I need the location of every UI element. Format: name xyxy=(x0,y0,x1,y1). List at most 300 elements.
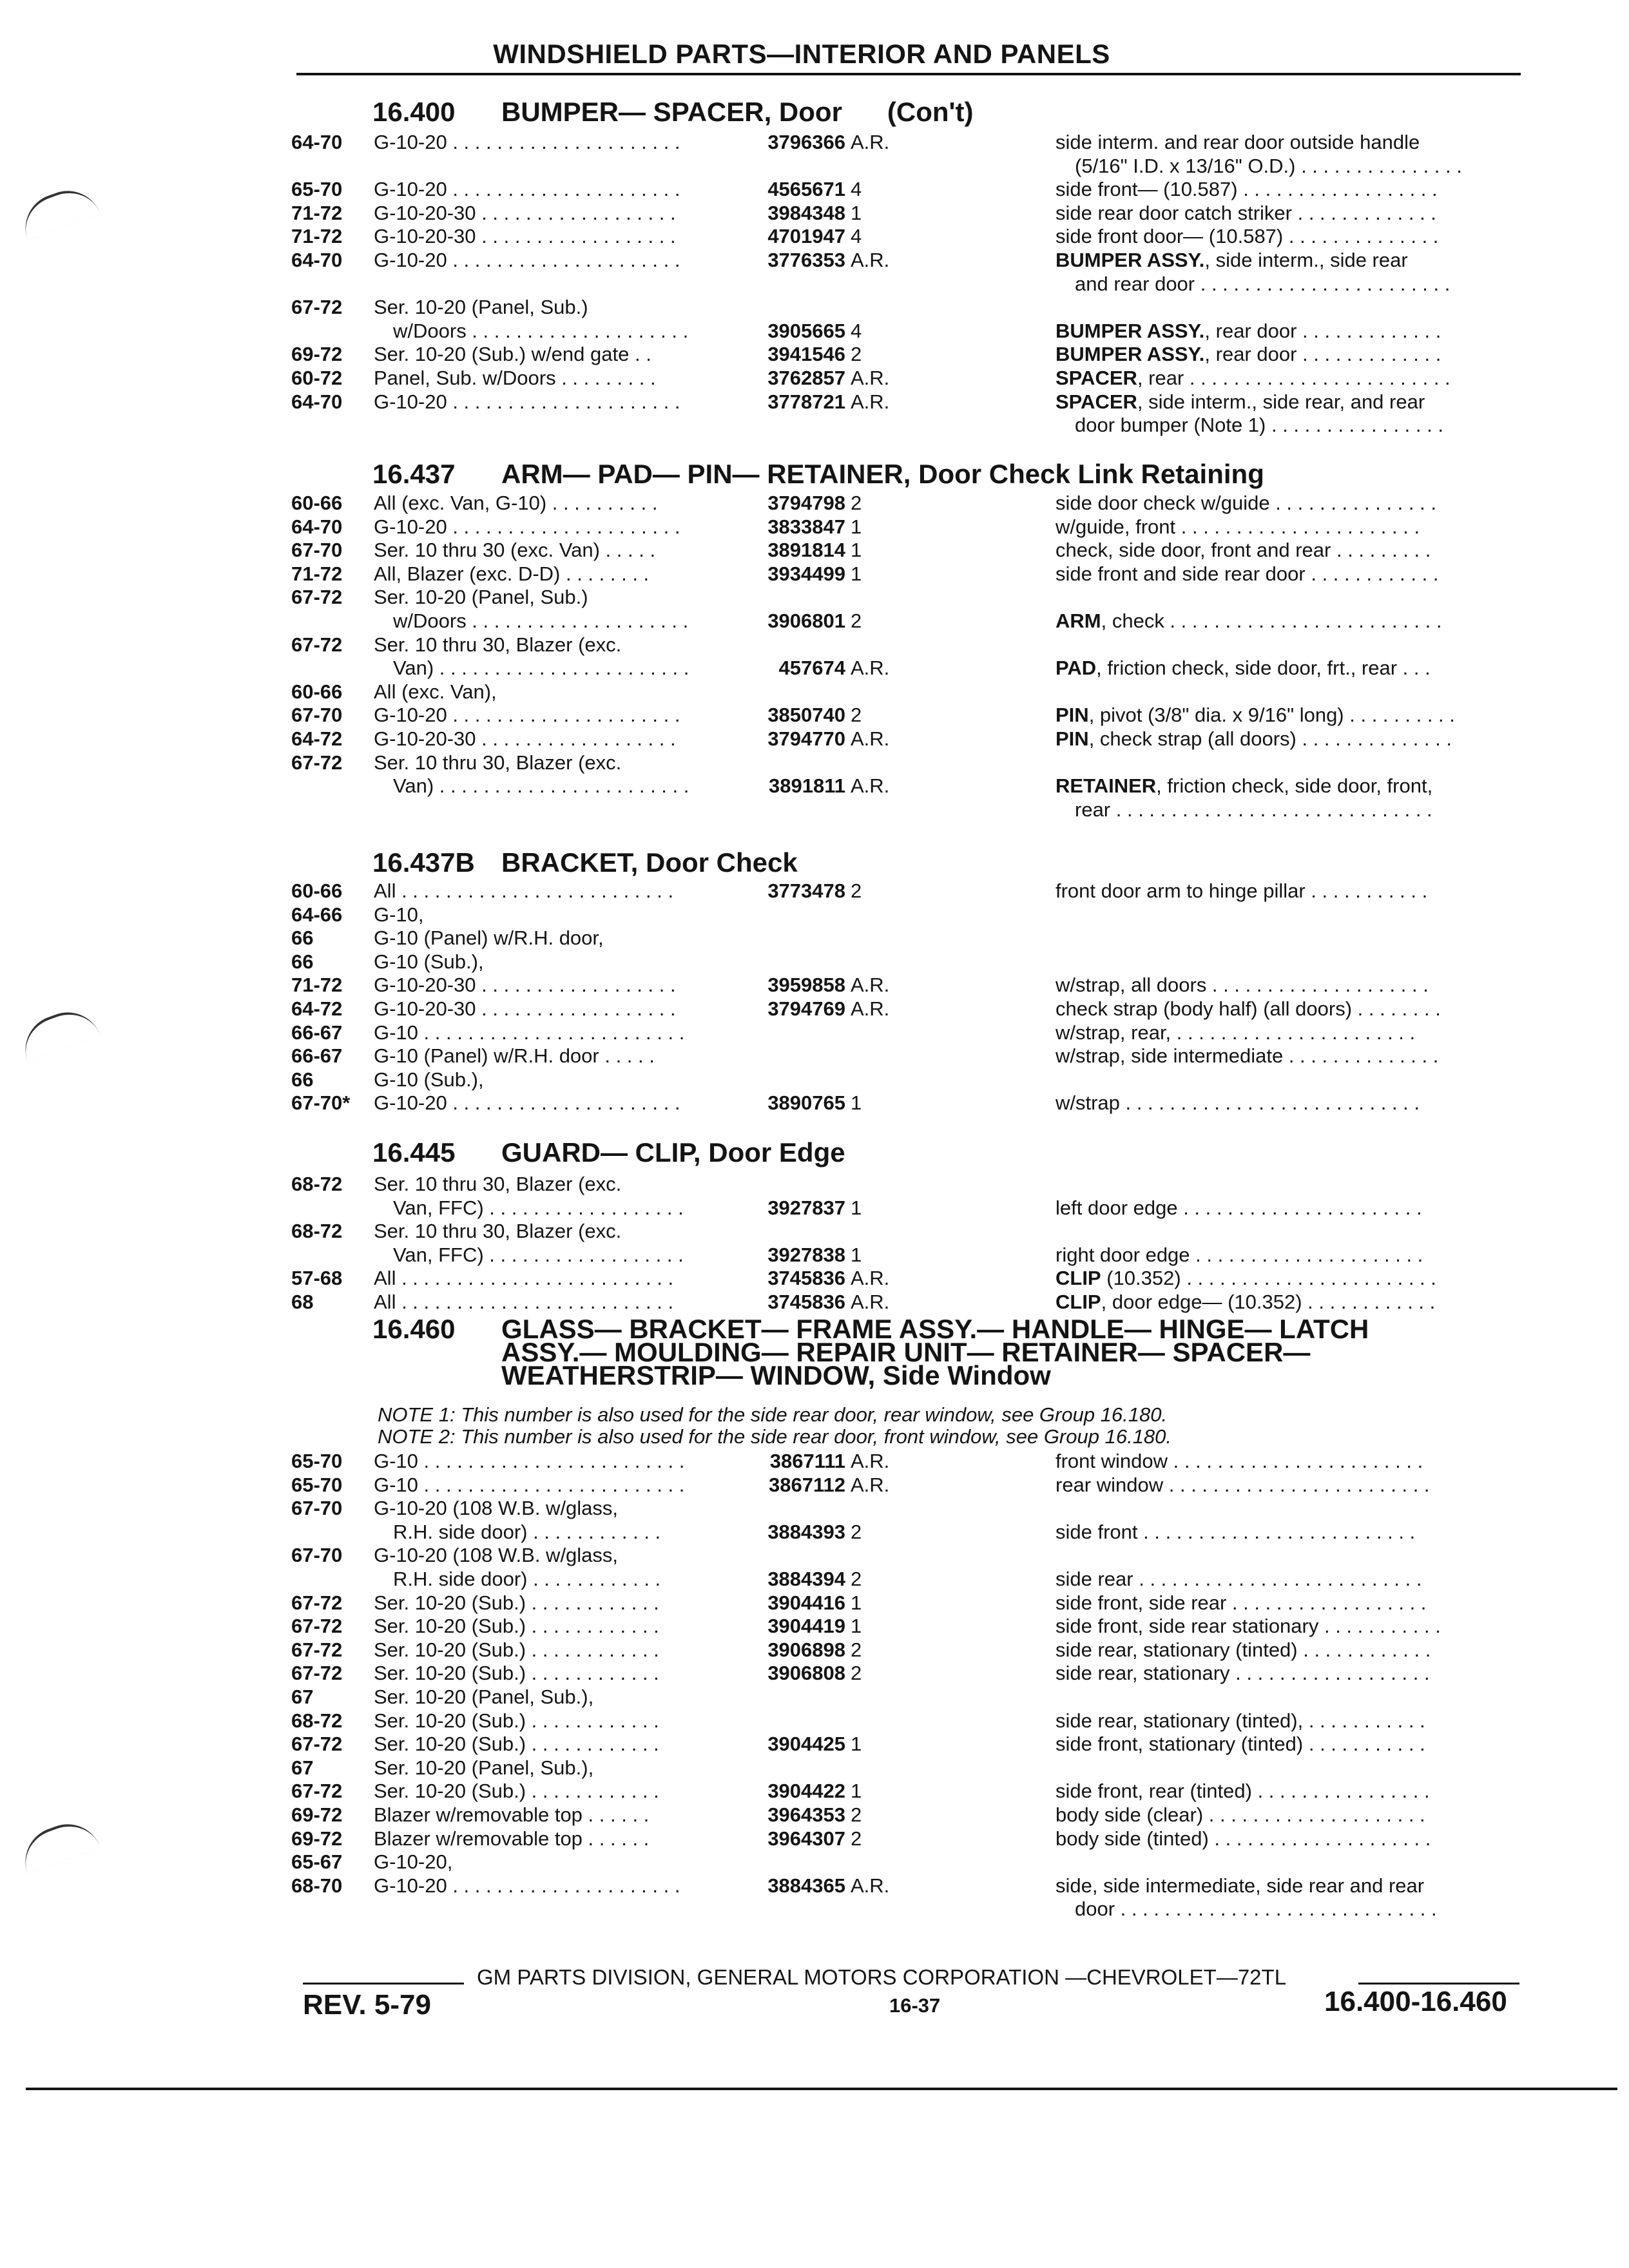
quantity: 1 xyxy=(851,202,862,224)
description-text: side door check w/guide . . . . . . . . . . . . . . . xyxy=(1055,492,1436,514)
model-application: G-10 (Panel) w/R.H. door . . . . . xyxy=(374,1044,655,1067)
table-row xyxy=(0,1827,1629,1853)
quantity: A.R. xyxy=(851,249,890,271)
table-row xyxy=(0,1267,1629,1293)
header-divider xyxy=(296,73,1521,75)
table-row xyxy=(0,343,1629,369)
table-row xyxy=(0,1686,1629,1711)
section-range: 16.400-16.460 xyxy=(1324,1986,1507,2017)
description-text: (5/16" I.D. x 13/16" O.D.) . . . . . . . . . . . . . . . xyxy=(1075,155,1462,177)
model-years: 67-72 xyxy=(291,751,343,774)
table-row xyxy=(0,586,1629,611)
model-years: 69-72 xyxy=(291,343,343,365)
model-years: 67 xyxy=(291,1686,314,1708)
description-text: side rear, stationary (tinted) . . . . . . . . . . . . xyxy=(1055,1639,1431,1661)
model-application: Ser. 10 thru 30, Blazer (exc. xyxy=(374,633,622,656)
part-description xyxy=(1055,202,1526,225)
part-number: 3927837 xyxy=(767,1196,845,1219)
model-years: 60-72 xyxy=(291,367,343,389)
model-years: 64-72 xyxy=(291,997,343,1020)
model-application: w/Doors . . . . . . . . . . . . . . . . . . . . xyxy=(393,320,689,342)
part-description xyxy=(1055,492,1526,515)
description-text: , pivot (3/8" dia. x 9/16" long) . . . . . . . . . . xyxy=(1088,704,1455,726)
description-text: door . . . . . . . . . . . . . . . . . . . . . . . . . . . . . xyxy=(1075,1898,1437,1920)
model-application: G-10, xyxy=(374,903,424,926)
part-number: 3904416 xyxy=(767,1591,845,1614)
table-row xyxy=(0,903,1629,929)
description-text: check strap (body half) (all doors) . . . . . . . . xyxy=(1055,997,1441,1020)
description-text: front door arm to hinge pillar . . . . . . . . . . . xyxy=(1055,879,1428,902)
section-heading: BRACKET, Door Check xyxy=(501,847,798,878)
part-description xyxy=(1075,1898,1526,1921)
model-application: G-10 . . . . . . . . . . . . . . . . . . . . . . . . xyxy=(374,1450,685,1472)
description-text: , friction check, side door, frt., rear . . . xyxy=(1096,657,1431,679)
quantity: 2 xyxy=(851,1827,862,1850)
quantity: 1 xyxy=(851,1244,862,1266)
part-name: PIN xyxy=(1055,704,1089,726)
description-text: side interm. and rear door outside handle xyxy=(1055,131,1420,153)
quantity: 1 xyxy=(851,539,862,561)
table-row xyxy=(0,367,1629,392)
section-heading: GUARD— CLIP, Door Edge xyxy=(501,1137,845,1168)
table-row xyxy=(0,1474,1629,1499)
quantity: 1 xyxy=(851,1091,862,1114)
quantity: 4 xyxy=(851,320,862,342)
part-description xyxy=(1055,997,1526,1021)
part-description xyxy=(1055,320,1526,343)
model-application: G-10-20 . . . . . . . . . . . . . . . . . . . . . xyxy=(374,515,680,538)
section-heading: ARM— PAD— PIN— RETAINER, Door Check Link Retaining xyxy=(501,459,1264,489)
part-number: 3762857 xyxy=(767,367,845,389)
section-heading-line: ASSY.— MOULDING— REPAIR UNIT— RETAINER— SPACER— xyxy=(501,1337,1311,1367)
table-row xyxy=(0,798,1629,824)
section-number: 16.460 xyxy=(372,1314,456,1344)
model-application: G-10-20 . . . . . . . . . . . . . . . . . . . . . xyxy=(374,390,680,413)
model-application: Ser. 10-20 (Panel, Sub.) xyxy=(374,296,588,318)
description-text: body side (tinted) . . . . . . . . . . . . . . . . . . . . xyxy=(1055,1827,1431,1850)
model-years: 67-72 xyxy=(291,586,343,608)
part-number: 3833847 xyxy=(767,515,845,538)
model-years: 71-72 xyxy=(291,202,343,224)
model-application: R.H. side door) . . . . . . . . . . . . xyxy=(393,1568,661,1590)
model-application: G-10-20 . . . . . . . . . . . . . . . . . . . . . xyxy=(374,249,680,271)
table-row xyxy=(0,1173,1629,1198)
model-application: Ser. 10-20 (Sub.) . . . . . . . . . . . . xyxy=(374,1780,659,1802)
model-years: 65-67 xyxy=(291,1850,343,1873)
part-description xyxy=(1055,225,1526,248)
description-text: side rear, stationary (tinted), . . . . . . . . . . . xyxy=(1055,1709,1425,1732)
section-title xyxy=(372,459,1264,490)
model-years: 67-72 xyxy=(291,633,343,656)
quantity: 2 xyxy=(851,1803,862,1826)
model-application: Ser. 10 thru 30, Blazer (exc. xyxy=(374,751,622,774)
description-text: and rear door . . . . . . . . . . . . . . . . . . . . . . . xyxy=(1075,273,1451,295)
table-row xyxy=(0,1850,1629,1876)
model-years: 67-70 xyxy=(291,1497,343,1519)
part-description xyxy=(1075,273,1526,296)
model-application: Ser. 10 thru 30 (exc. Van) . . . . . xyxy=(374,539,656,561)
section-title xyxy=(372,1137,845,1168)
model-years: 67-72 xyxy=(291,1615,343,1637)
table-row xyxy=(0,1709,1629,1735)
footer-rule-left xyxy=(303,1983,464,1984)
table-row xyxy=(0,296,1629,322)
part-number: 3959858 xyxy=(767,974,845,996)
part-number: 3964307 xyxy=(767,1827,845,1850)
model-application: G-10-20-30 . . . . . . . . . . . . . . . . . . xyxy=(374,225,676,247)
part-description xyxy=(1055,610,1526,633)
part-description xyxy=(1055,1474,1526,1497)
section-number: 16.437 xyxy=(372,459,456,489)
footer-rule-right xyxy=(1358,1983,1519,1984)
quantity: 1 xyxy=(851,1780,862,1802)
quantity: 2 xyxy=(851,879,862,902)
model-years: 67 xyxy=(291,1756,314,1779)
model-application: G-10-20 . . . . . . . . . . . . . . . . . . . . . xyxy=(374,704,680,726)
part-number: 3906801 xyxy=(767,610,845,632)
table-row xyxy=(0,1568,1629,1593)
quantity: A.R. xyxy=(851,1874,890,1897)
table-row xyxy=(0,202,1629,227)
part-description xyxy=(1055,1591,1526,1615)
table-row xyxy=(0,633,1629,659)
part-name: PIN xyxy=(1055,727,1089,750)
model-years: 71-72 xyxy=(291,974,343,996)
model-application: w/Doors . . . . . . . . . . . . . . . . . . . . xyxy=(393,610,689,632)
quantity: A.R. xyxy=(851,974,890,996)
revision-label: REV. 5-79 xyxy=(303,1989,431,2021)
model-application: G-10 . . . . . . . . . . . . . . . . . . . . . . . . xyxy=(374,1021,685,1044)
section-title xyxy=(372,847,798,878)
table-row xyxy=(0,610,1629,635)
description-text: , check . . . . . . . . . . . . . . . . . . . . . . . . . xyxy=(1101,610,1442,632)
table-row xyxy=(0,320,1629,345)
model-application: Ser. 10-20 (Sub.) . . . . . . . . . . . . xyxy=(374,1639,659,1661)
quantity: 4 xyxy=(851,178,862,200)
part-description xyxy=(1055,974,1526,997)
part-number: 3884394 xyxy=(767,1568,845,1590)
part-description xyxy=(1055,515,1526,539)
quantity: 1 xyxy=(851,1591,862,1614)
quantity: 2 xyxy=(851,492,862,514)
model-application: G-10-20 . . . . . . . . . . . . . . . . . . . . . xyxy=(374,1874,680,1897)
part-number: 3776353 xyxy=(767,249,845,271)
model-years: 66-67 xyxy=(291,1044,343,1067)
part-description xyxy=(1055,774,1526,798)
part-number: 457674 xyxy=(778,657,845,679)
bottom-divider xyxy=(26,2088,1617,2090)
quantity: 1 xyxy=(851,1615,862,1637)
description-text: right door edge . . . . . . . . . . . . . . . . . . . . . xyxy=(1055,1244,1423,1266)
quantity: A.R. xyxy=(851,774,890,797)
table-row xyxy=(0,1068,1629,1094)
part-number: 3867112 xyxy=(769,1474,845,1496)
model-application: Van, FFC) . . . . . . . . . . . . . . . . . . xyxy=(393,1196,684,1219)
model-application: G-10-20 . . . . . . . . . . . . . . . . . . . . . xyxy=(374,1091,680,1114)
quantity: 2 xyxy=(851,1662,862,1684)
model-years: 69-72 xyxy=(291,1803,343,1826)
part-description xyxy=(1055,879,1526,903)
quantity: A.R. xyxy=(851,131,890,153)
quantity: A.R. xyxy=(851,367,890,389)
model-application: All (exc. Van, G-10) . . . . . . . . . . xyxy=(374,492,658,514)
table-row xyxy=(0,1521,1629,1546)
part-description xyxy=(1055,1091,1526,1115)
page-number: 16-37 xyxy=(889,1994,941,2017)
model-application: All, Blazer (exc. D-D) . . . . . . . . xyxy=(374,562,650,585)
quantity: A.R. xyxy=(851,727,890,750)
description-text: w/strap, all doors . . . . . . . . . . . . . . . . . . . . xyxy=(1055,974,1429,996)
section-title xyxy=(372,1314,1369,1390)
part-description xyxy=(1055,1615,1526,1638)
part-description xyxy=(1055,1244,1526,1267)
description-text: left door edge . . . . . . . . . . . . . . . . . . . . . . xyxy=(1055,1196,1422,1219)
model-years: 67-70 xyxy=(291,1544,343,1566)
model-years: 69-72 xyxy=(291,1827,343,1850)
part-description xyxy=(1075,414,1526,437)
description-text: , rear door . . . . . . . . . . . . . xyxy=(1204,343,1441,365)
table-row xyxy=(0,1544,1629,1570)
description-text: rear . . . . . . . . . . . . . . . . . . . . . . . . . . . . . xyxy=(1075,798,1432,821)
model-years: 57-68 xyxy=(291,1267,343,1289)
part-number: 3941546 xyxy=(767,343,845,365)
table-row xyxy=(0,1662,1629,1687)
description-text: , side interm., side rear, and rear xyxy=(1137,390,1425,413)
part-name: BUMPER ASSY. xyxy=(1055,320,1205,342)
part-description xyxy=(1055,1568,1526,1591)
description-text: , check strap (all doors) . . . . . . . . . . . . . . xyxy=(1088,727,1452,750)
model-years: 65-70 xyxy=(291,178,343,200)
model-years: 64-72 xyxy=(291,727,343,750)
part-number: 3890765 xyxy=(767,1091,845,1114)
description-text: side front, side rear stationary . . . . . . . . . . . xyxy=(1055,1615,1441,1637)
description-text: body side (clear) . . . . . . . . . . . . . . . . . . . . xyxy=(1055,1803,1425,1826)
part-description xyxy=(1055,1780,1526,1803)
model-years: 71-72 xyxy=(291,225,343,247)
part-description xyxy=(1055,178,1526,201)
model-application: G-10-20-30 . . . . . . . . . . . . . . . . . . xyxy=(374,974,676,996)
model-application: G-10 (Sub.), xyxy=(374,1068,484,1091)
model-years: 66 xyxy=(291,927,314,949)
quantity: 2 xyxy=(851,343,862,365)
part-description xyxy=(1055,249,1526,272)
description-text: w/strap, rear, . . . . . . . . . . . . . . . . . . . . . . xyxy=(1055,1021,1416,1044)
model-application: All (exc. Van), xyxy=(374,680,497,703)
model-years: 66 xyxy=(291,1068,314,1091)
part-number: 3778721 xyxy=(767,390,845,413)
part-number: 3964353 xyxy=(767,1803,845,1826)
model-application: Ser. 10-20 (Panel, Sub.), xyxy=(374,1756,594,1779)
table-row xyxy=(0,727,1629,753)
part-number: 3794769 xyxy=(767,997,845,1020)
description-text: side front, side rear . . . . . . . . . . . . . . . . . . xyxy=(1055,1591,1427,1614)
section-note: NOTE 2: This number is also used for the side rear door, front window, see Group 16.180. xyxy=(378,1425,1172,1448)
part-number: 3794770 xyxy=(767,727,845,750)
part-number: 3794798 xyxy=(767,492,845,514)
part-number: 3796366 xyxy=(767,131,845,153)
description-text: w/strap . . . . . . . . . . . . . . . . . . . . . . . . . . . xyxy=(1055,1091,1420,1114)
table-row xyxy=(0,515,1629,541)
description-text: side front— (10.587) . . . . . . . . . . . . . . . . . . xyxy=(1055,178,1438,200)
table-row xyxy=(0,879,1629,905)
part-number: 4565671 xyxy=(767,178,845,200)
table-row xyxy=(0,539,1629,564)
model-application: Van, FFC) . . . . . . . . . . . . . . . . . . xyxy=(393,1244,684,1266)
part-description xyxy=(1055,1450,1526,1473)
description-text: side rear, stationary . . . . . . . . . . . . . . . . . . xyxy=(1055,1662,1430,1684)
part-description xyxy=(1055,704,1526,727)
quantity: 1 xyxy=(851,1196,862,1219)
section-number: 16.445 xyxy=(372,1137,456,1168)
table-row xyxy=(0,1874,1629,1900)
part-number: 3904425 xyxy=(767,1733,845,1755)
part-description xyxy=(1055,1044,1526,1068)
model-years: 68-72 xyxy=(291,1709,343,1732)
quantity: 1 xyxy=(851,515,862,538)
table-row xyxy=(0,704,1629,729)
quantity: 2 xyxy=(851,1521,862,1543)
model-application: G-10-20 . . . . . . . . . . . . . . . . . . . . . xyxy=(374,131,680,153)
table-row xyxy=(0,1780,1629,1805)
table-row xyxy=(0,1196,1629,1222)
part-description xyxy=(1055,1709,1526,1733)
table-row xyxy=(0,562,1629,588)
model-application: Ser. 10-20 (Sub.) . . . . . . . . . . . . xyxy=(374,1662,659,1684)
model-application: Ser. 10-20 (Sub.) . . . . . . . . . . . . xyxy=(374,1615,659,1637)
part-description xyxy=(1055,1827,1526,1850)
section-number: 16.400 xyxy=(372,97,456,127)
model-years: 66 xyxy=(291,950,314,973)
model-application: G-10-20 (108 W.B. w/glass, xyxy=(374,1497,619,1519)
part-number: 3906808 xyxy=(767,1662,845,1684)
table-row xyxy=(0,1497,1629,1523)
part-description xyxy=(1055,1803,1526,1827)
table-row xyxy=(0,492,1629,517)
part-name: CLIP xyxy=(1055,1291,1101,1313)
section-heading: BUMPER— SPACER, Door (Con't) xyxy=(501,97,974,127)
model-years: 68-70 xyxy=(291,1874,343,1897)
quantity: A.R. xyxy=(851,997,890,1020)
model-years: 65-70 xyxy=(291,1450,343,1472)
table-row xyxy=(0,1450,1629,1475)
quantity: 4 xyxy=(851,225,862,247)
table-row xyxy=(0,1021,1629,1047)
part-description xyxy=(1055,562,1526,586)
part-description xyxy=(1055,131,1526,154)
model-years: 67-70* xyxy=(291,1091,351,1114)
quantity: 2 xyxy=(851,1639,862,1661)
part-description xyxy=(1055,727,1526,751)
part-number: 3904419 xyxy=(767,1615,845,1637)
model-application: G-10 (Panel) w/R.H. door, xyxy=(374,927,604,949)
part-name: SPACER xyxy=(1055,367,1137,389)
description-text: door bumper (Note 1) . . . . . . . . . . . . . . . . xyxy=(1075,414,1443,436)
quantity: 2 xyxy=(851,610,862,632)
model-years: 67-72 xyxy=(291,1591,343,1614)
table-row xyxy=(0,155,1629,180)
quantity: 2 xyxy=(851,704,862,726)
quantity: A.R. xyxy=(851,390,890,413)
quantity: A.R. xyxy=(851,1267,890,1289)
model-years: 67-70 xyxy=(291,704,343,726)
description-text: side front . . . . . . . . . . . . . . . . . . . . . . . . . xyxy=(1055,1521,1416,1543)
quantity: 1 xyxy=(851,1733,862,1755)
model-application: G-10-20-30 . . . . . . . . . . . . . . . . . . xyxy=(374,202,676,224)
part-number: 3867111 xyxy=(769,1450,845,1472)
part-number: 3850740 xyxy=(767,704,845,726)
table-row xyxy=(0,751,1629,777)
model-application: G-10 . . . . . . . . . . . . . . . . . . . . . . . . xyxy=(374,1474,685,1496)
table-row xyxy=(0,1898,1629,1923)
part-description xyxy=(1075,798,1526,822)
model-years: 66-67 xyxy=(291,1021,343,1044)
table-row xyxy=(0,680,1629,706)
model-years: 67-72 xyxy=(291,1780,343,1802)
quantity: 1 xyxy=(851,562,862,585)
table-row xyxy=(0,950,1629,976)
description-text: side rear . . . . . . . . . . . . . . . . . . . . . . . . . . xyxy=(1055,1568,1422,1590)
model-application: G-10-20-30 . . . . . . . . . . . . . . . . . . xyxy=(374,997,676,1020)
description-text: , friction check, side door, front, xyxy=(1156,774,1433,797)
model-years: 67-72 xyxy=(291,1639,343,1661)
table-row xyxy=(0,1733,1629,1758)
part-description xyxy=(1055,343,1526,366)
part-number: 3927838 xyxy=(767,1244,845,1266)
model-years: 68-72 xyxy=(291,1220,343,1242)
description-text: check, side door, front and rear . . . . . . . . . xyxy=(1055,539,1431,561)
model-application: Ser. 10-20 (Sub.) . . . . . . . . . . . . xyxy=(374,1733,659,1755)
description-text: rear window . . . . . . . . . . . . . . . . . . . . . . . . xyxy=(1055,1474,1430,1496)
table-row xyxy=(0,273,1629,298)
model-application: Blazer w/removable top . . . . . . xyxy=(374,1803,650,1826)
table-row xyxy=(0,974,1629,999)
part-number: 3984348 xyxy=(767,202,845,224)
part-description xyxy=(1055,1874,1526,1898)
quantity: A.R. xyxy=(851,1450,890,1472)
part-number: 4701947 xyxy=(767,225,845,247)
model-application: G-10 (Sub.), xyxy=(374,950,484,973)
part-number: 3773478 xyxy=(767,879,845,902)
model-years: 64-70 xyxy=(291,131,343,153)
table-row xyxy=(0,1591,1629,1617)
part-number: 3905665 xyxy=(767,320,845,342)
model-application: Panel, Sub. w/Doors . . . . . . . . . xyxy=(374,367,656,389)
model-years: 67-72 xyxy=(291,1662,343,1684)
model-years: 64-70 xyxy=(291,249,343,271)
part-number: 3906898 xyxy=(767,1639,845,1661)
model-years: 68 xyxy=(291,1291,314,1313)
footer-division: GM PARTS DIVISION, GENERAL MOTORS CORPORATION —CHEVROLET—72TL xyxy=(477,1965,1287,1989)
part-description xyxy=(1055,1196,1526,1220)
description-text: side, side intermediate, side rear and rear xyxy=(1055,1874,1425,1897)
part-number: 3745836 xyxy=(767,1267,845,1289)
part-description xyxy=(1055,1021,1526,1044)
part-description xyxy=(1055,1521,1526,1544)
model-years: 64-70 xyxy=(291,390,343,413)
part-number: 3934499 xyxy=(767,562,845,585)
model-application: Ser. 10 thru 30, Blazer (exc. xyxy=(374,1220,622,1242)
description-text: , rear door . . . . . . . . . . . . . xyxy=(1204,320,1441,342)
description-text: w/strap, side intermediate . . . . . . . . . . . . . . xyxy=(1055,1044,1439,1067)
part-description xyxy=(1055,1267,1526,1290)
section-title xyxy=(372,97,974,128)
table-row xyxy=(0,1639,1629,1664)
part-number: 3884393 xyxy=(767,1521,845,1543)
model-application: R.H. side door) . . . . . . . . . . . . xyxy=(393,1521,661,1543)
model-application: Ser. 10-20 (Sub.) w/end gate . . xyxy=(374,343,651,365)
description-text: side rear door catch striker . . . . . . . . . . . . . xyxy=(1055,202,1436,224)
part-name: RETAINER xyxy=(1055,774,1157,797)
